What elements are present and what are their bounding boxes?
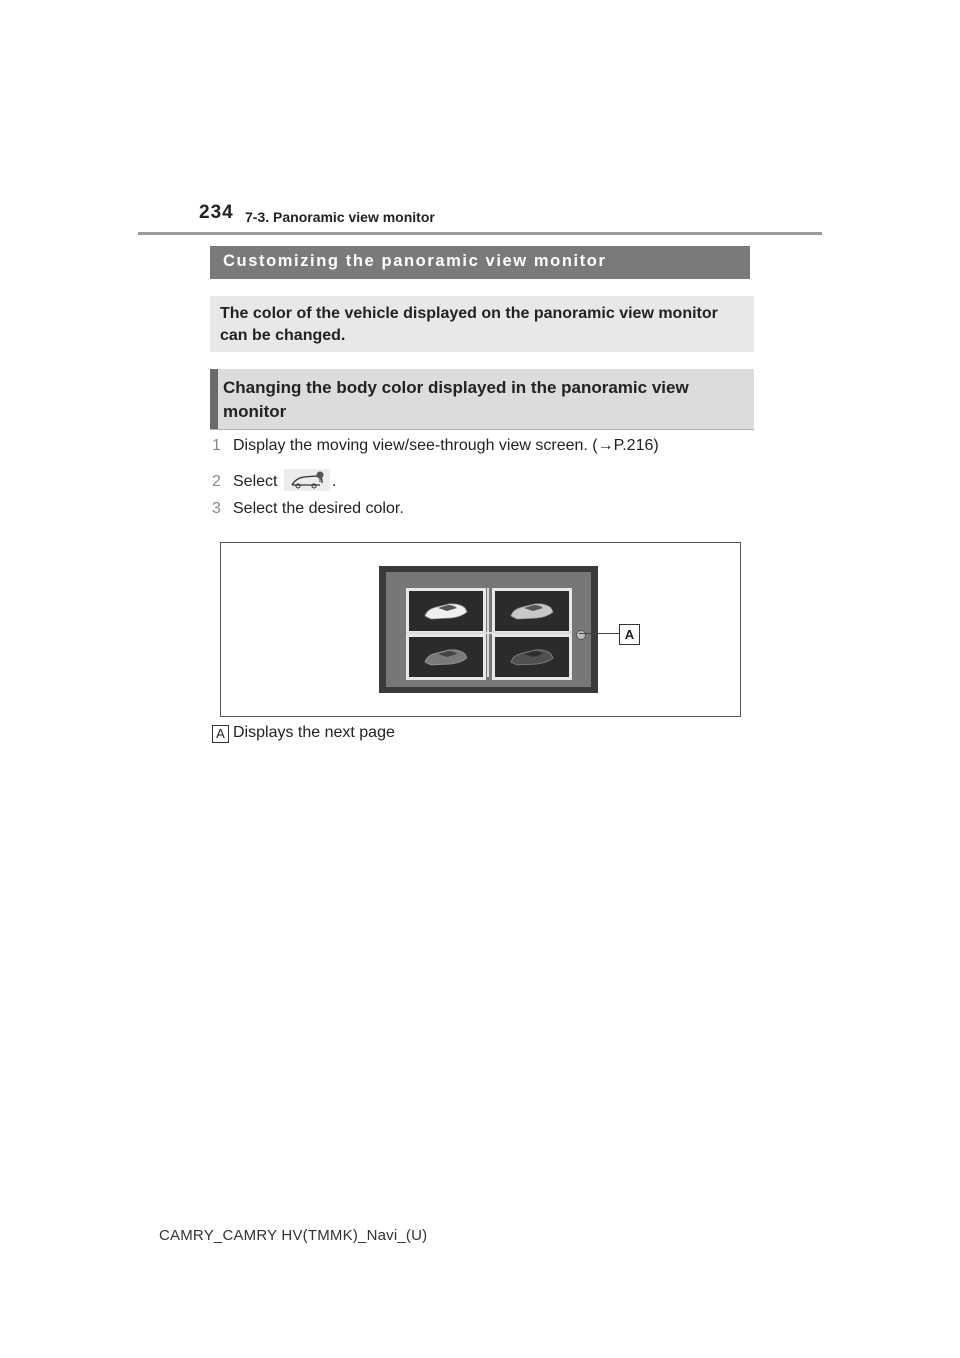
page-reference-link[interactable]: P.216) (613, 437, 659, 454)
step-1 (212, 437, 659, 455)
page-number: 234 (199, 202, 234, 223)
screen-panel (386, 572, 591, 687)
step-2 (212, 471, 336, 493)
subheading-box (210, 369, 754, 430)
section-reference: 7-3. Panoramic view monitor (245, 209, 435, 225)
step-3 (212, 500, 404, 518)
next-page-button[interactable] (576, 630, 586, 640)
step-text-end: . (331, 473, 337, 491)
car-icon (507, 645, 557, 669)
car-icon (421, 599, 471, 623)
page-title: Customizing the panoramic view monitor (223, 252, 607, 270)
step-number: 2 (212, 473, 221, 491)
color-tile-gray[interactable] (406, 634, 486, 680)
step-text: Select the desired color. (233, 500, 404, 517)
legend-text: Displays the next page (233, 724, 395, 741)
callout-line (579, 633, 619, 634)
footer-text: CAMRY_CAMRY HV(TMMK)_Navi_(U) (159, 1227, 428, 1244)
figure-frame (220, 542, 741, 717)
step-number: 1 (212, 437, 221, 454)
subheading-text: Changing the body color displayed in the panoramic view monitor (223, 378, 689, 421)
color-select-screen (379, 566, 598, 693)
intro-text: The color of the vehicle displayed on the panoramic view monitor can be changed. (220, 305, 718, 344)
intro-box (210, 296, 754, 352)
callout-label: A (619, 624, 640, 645)
color-tile-silver[interactable] (492, 588, 572, 634)
color-tile-dark-gray[interactable] (492, 634, 572, 680)
title-bar (210, 246, 750, 279)
car-icon (507, 599, 557, 623)
subheading-accent-bar (210, 369, 218, 429)
step-text: Display the moving view/see-through view screen. ( (233, 437, 598, 454)
legend-label: A (212, 725, 229, 743)
arrow-right-icon: → (597, 437, 614, 454)
header-rule (138, 232, 822, 235)
step-number: 3 (212, 500, 221, 517)
car-color-icon (284, 469, 330, 491)
car-icon (421, 645, 471, 669)
tile-divider-horizontal (406, 632, 572, 634)
color-tile-white[interactable] (406, 588, 486, 634)
step-text: Select (233, 473, 278, 491)
